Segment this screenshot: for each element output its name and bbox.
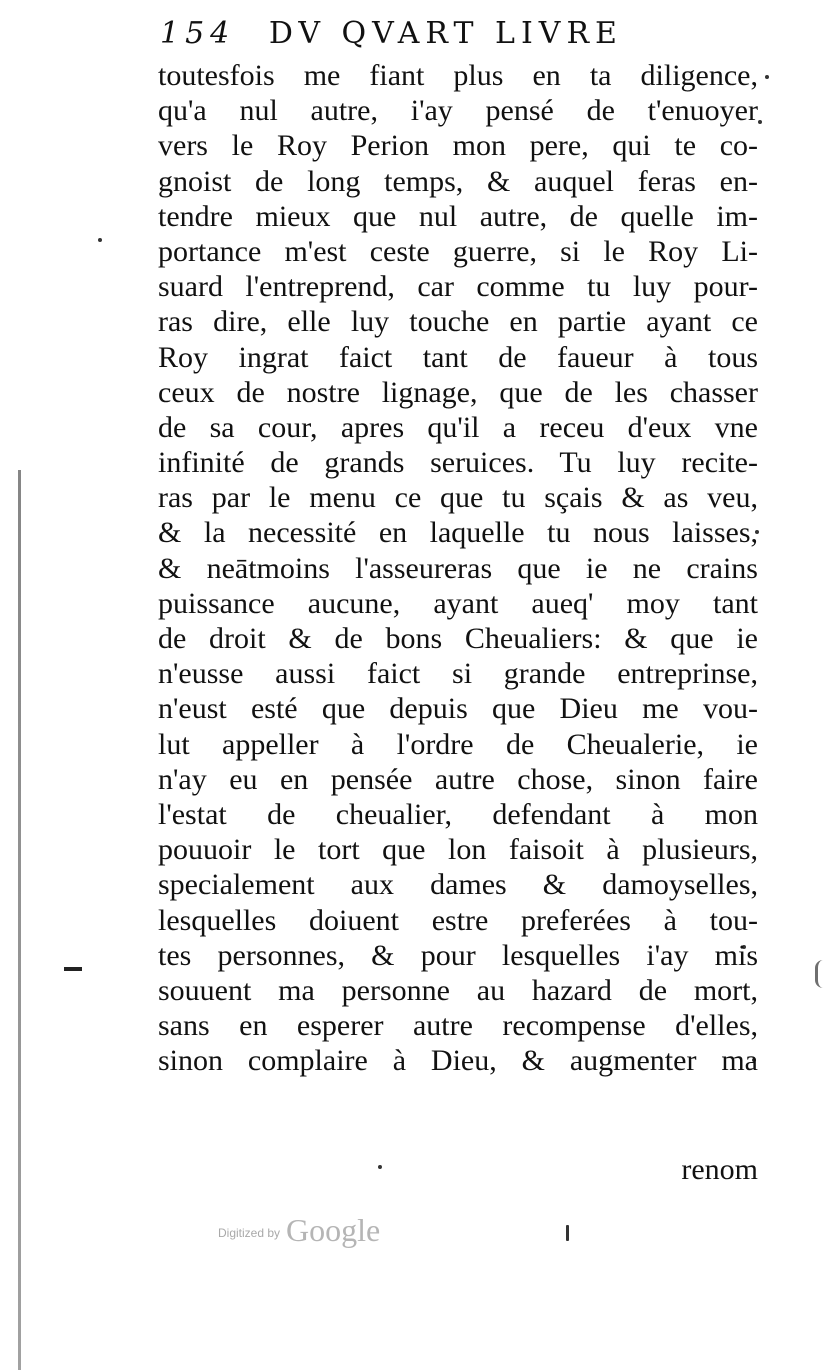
text-line: specialement aux dames & damoyselles, xyxy=(158,868,758,902)
text-line: souuent ma personne au hazard de mort, xyxy=(158,973,758,1007)
text-line: n'ay eu en pensée autre chose, sinon faire xyxy=(158,762,758,796)
text-line: lut appeller à l'ordre de Cheualerie, ie xyxy=(158,727,758,761)
text-line: portance m'est ceste guerre, si le Roy Li- xyxy=(158,234,758,268)
text-line: vers le Roy Perion mon pere, qui te co- xyxy=(158,129,758,163)
text-line: sinon complaire à Dieu, & augmenter ma xyxy=(158,1044,758,1078)
digitized-by-watermark xyxy=(218,1200,438,1250)
text-line: & neātmoins l'asseureras que ie ne crains xyxy=(158,551,758,585)
text-line: ras dire, elle luy touche en partie ayant ce xyxy=(158,305,758,339)
text-line: de sa cour, apres qu'il a receu d'eux vne xyxy=(158,410,758,444)
text-line: toutesfois me fiant plus en ta diligence, xyxy=(158,59,758,92)
text-line: n'eusse aussi faict si grande entreprinse, xyxy=(158,657,758,691)
text-line: ras par le menu ce que tu sçais & as veu, xyxy=(158,481,758,515)
page-number: 154 xyxy=(160,16,236,51)
running-head xyxy=(160,14,760,54)
text-line: infinité de grands seruices. Tu luy recite- xyxy=(158,446,758,480)
text-line: gnoist de long temps, & auquel feras en- xyxy=(158,164,758,198)
body-text xyxy=(158,58,758,1078)
text-line: de droit & de bons Cheualiers: & que ie xyxy=(158,622,758,655)
text-line: tes personnes, & pour lesquelles i'ay mis xyxy=(158,938,758,972)
running-title: DV QVART LIVRE xyxy=(268,16,623,51)
text-line: lesquelles doiuent estre preferées à tou- xyxy=(158,903,758,937)
text-line: suard l'entreprend, car comme tu luy pour- xyxy=(158,270,758,304)
text-line: tendre mieux que nul autre, de quelle im- xyxy=(158,199,758,233)
text-line: n'eust esté que depuis que Dieu me vou- xyxy=(158,692,758,726)
text-line: qu'a nul autre, i'ay pensé de t'enuoyer xyxy=(158,94,758,128)
page-edge-shadow xyxy=(18,470,21,1370)
facing-page-letter-fragment xyxy=(815,960,823,988)
text-line: sans en esperer autre recompense d'elles, xyxy=(158,1009,758,1043)
watermark-prefix: Digitized by xyxy=(218,1226,281,1240)
text-line: ceux de nostre lignage, que de les chasser xyxy=(158,375,758,409)
google-logo: Google xyxy=(286,1212,381,1248)
catchword: renom xyxy=(681,1153,758,1186)
text-line: l'estat de cheualier, defendant à mon xyxy=(158,797,758,831)
text-line: & la necessité en laquelle tu nous laisses, xyxy=(158,516,758,550)
text-line: Roy ingrat faict tant de faueur à tous xyxy=(158,340,758,374)
margin-mark xyxy=(64,967,82,971)
text-line: pouuoir le tort que lon faisoit à plusieurs, xyxy=(158,833,758,867)
text-line: puissance aucune, ayant aueq' moy tant xyxy=(158,586,758,620)
